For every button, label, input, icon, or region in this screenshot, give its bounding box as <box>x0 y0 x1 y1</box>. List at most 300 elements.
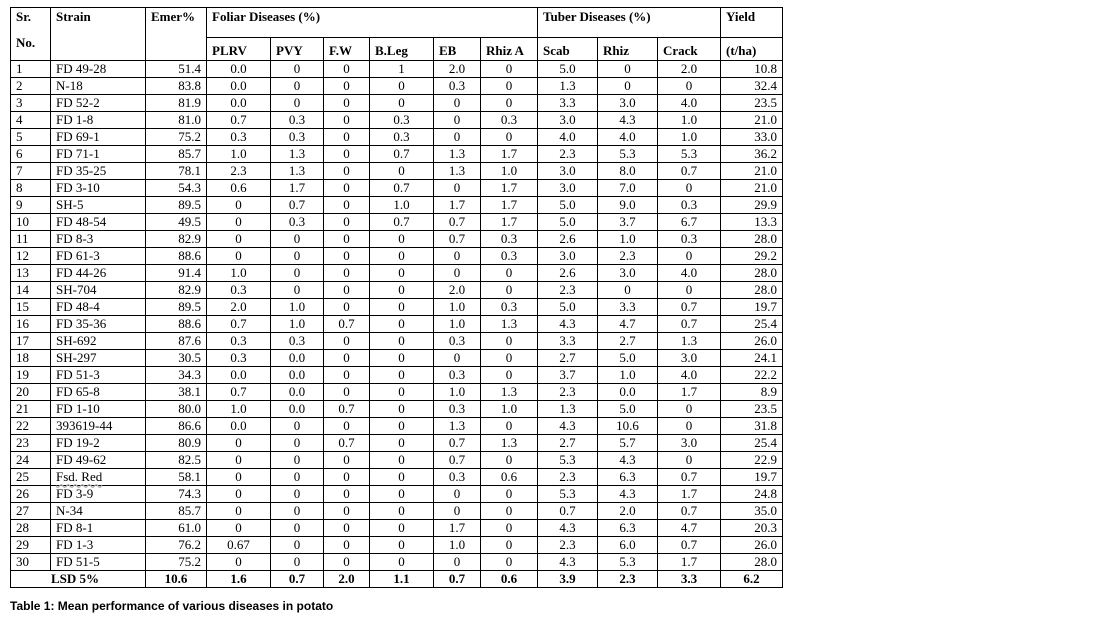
cell-emer: 88.6 <box>146 316 207 333</box>
cell-eb: 0.7 <box>434 214 481 231</box>
cell-pvy: 0.0 <box>271 350 324 367</box>
cell-scab: 4.3 <box>538 520 598 537</box>
cell-bleg: 0 <box>370 78 434 95</box>
cell-bleg: 0.3 <box>370 112 434 129</box>
cell-eb: 0 <box>434 554 481 571</box>
cell-yield: 22.2 <box>721 367 783 384</box>
cell-scab: 4.3 <box>538 316 598 333</box>
potato-disease-table <box>10 7 783 588</box>
cell-emer: 89.5 <box>146 197 207 214</box>
cell-fw: 0 <box>324 282 370 299</box>
cell-pvy: 0 <box>271 486 324 503</box>
cell-plrv: 1.0 <box>207 401 271 418</box>
lsd-value: 0.7 <box>434 571 481 588</box>
cell-bleg: 0 <box>370 163 434 180</box>
cell-fw: 0 <box>324 384 370 401</box>
lsd-value: 3.3 <box>658 571 721 588</box>
cell-eb: 2.0 <box>434 282 481 299</box>
cell-bleg: 0 <box>370 537 434 554</box>
lsd-value: 3.9 <box>538 571 598 588</box>
table-body <box>11 61 783 571</box>
cell-strain: SH-692 <box>51 333 146 350</box>
header-fw: F.W <box>324 38 370 61</box>
cell-rhiz-a: 0 <box>481 537 538 554</box>
cell-plrv: 0 <box>207 503 271 520</box>
cell-strain: FD 35-25 <box>51 163 146 180</box>
cell-bleg: 0 <box>370 367 434 384</box>
cell-yield: 19.7 <box>721 299 783 316</box>
strain-name: Fsd. Red <box>56 469 103 484</box>
cell-crack: 1.0 <box>658 112 721 129</box>
cell-emer: 88.6 <box>146 248 207 265</box>
header-pvy: PVY <box>271 38 324 61</box>
cell-yield: 21.0 <box>721 163 783 180</box>
cell-crack: 0.7 <box>658 503 721 520</box>
cell-plrv: 0.0 <box>207 78 271 95</box>
cell-rhiz: 6.0 <box>598 537 658 554</box>
cell-emer: 80.0 <box>146 401 207 418</box>
cell-plrv: 0 <box>207 520 271 537</box>
cell-emer: 86.6 <box>146 418 207 435</box>
cell-eb: 2.0 <box>434 61 481 78</box>
table-row <box>11 554 783 571</box>
cell-rhiz: 0.0 <box>598 384 658 401</box>
cell-eb: 1.0 <box>434 384 481 401</box>
cell-rhiz-a: 0 <box>481 95 538 112</box>
cell-crack: 2.0 <box>658 61 721 78</box>
cell-scab: 0.7 <box>538 503 598 520</box>
cell-rhiz: 2.7 <box>598 333 658 350</box>
cell-scab: 2.3 <box>538 282 598 299</box>
cell-strain: FD 35-36 <box>51 316 146 333</box>
cell-scab: 2.7 <box>538 350 598 367</box>
cell-fw: 0 <box>324 520 370 537</box>
cell-rhiz: 5.0 <box>598 401 658 418</box>
cell-plrv: 0.0 <box>207 418 271 435</box>
cell-rhiz: 4.3 <box>598 486 658 503</box>
cell-fw: 0 <box>324 265 370 282</box>
cell-bleg: 0 <box>370 418 434 435</box>
cell-yield: 26.0 <box>721 537 783 554</box>
cell-rhiz-a: 0 <box>481 520 538 537</box>
cell-rhiz-a: 0 <box>481 486 538 503</box>
cell-fw: 0 <box>324 554 370 571</box>
cell-emer: 82.9 <box>146 231 207 248</box>
cell-fw: 0 <box>324 537 370 554</box>
header-strain: Strain <box>51 8 146 61</box>
cell-plrv: 0 <box>207 214 271 231</box>
cell-emer: 34.3 <box>146 367 207 384</box>
cell-rhiz-a: 1.3 <box>481 384 538 401</box>
cell-pvy: 0.3 <box>271 214 324 231</box>
table-row <box>11 180 783 197</box>
cell-sr-no: 6 <box>11 146 51 163</box>
cell-rhiz: 3.0 <box>598 265 658 282</box>
lsd-value: 2.3 <box>598 571 658 588</box>
cell-eb: 0.3 <box>434 367 481 384</box>
cell-pvy: 0.7 <box>271 197 324 214</box>
cell-rhiz-a: 0 <box>481 265 538 282</box>
cell-scab: 3.0 <box>538 112 598 129</box>
cell-bleg: 0 <box>370 520 434 537</box>
cell-fw: 0 <box>324 231 370 248</box>
cell-fw: 0.7 <box>324 316 370 333</box>
cell-fw: 0 <box>324 129 370 146</box>
cell-eb: 0.3 <box>434 78 481 95</box>
cell-rhiz: 5.0 <box>598 350 658 367</box>
table-row <box>11 520 783 537</box>
cell-pvy: 1.3 <box>271 146 324 163</box>
cell-scab: 2.3 <box>538 146 598 163</box>
header-sr-line2: No. <box>16 35 36 50</box>
cell-scab: 5.0 <box>538 214 598 231</box>
cell-bleg: 0 <box>370 469 434 486</box>
cell-strain <box>51 469 146 486</box>
cell-rhiz-a: 0.3 <box>481 231 538 248</box>
cell-sr-no: 19 <box>11 367 51 384</box>
cell-emer: 54.3 <box>146 180 207 197</box>
cell-eb: 0 <box>434 265 481 282</box>
cell-scab: 5.0 <box>538 299 598 316</box>
cell-bleg: 0.7 <box>370 214 434 231</box>
cell-fw: 0 <box>324 299 370 316</box>
cell-yield: 28.0 <box>721 231 783 248</box>
lsd-value: 6.2 <box>721 571 783 588</box>
cell-pvy: 0 <box>271 503 324 520</box>
table-caption: Table 1: Mean performance of various diseases in potato <box>10 599 334 613</box>
cell-bleg: 1.0 <box>370 197 434 214</box>
cell-crack: 1.3 <box>658 333 721 350</box>
cell-sr-no: 17 <box>11 333 51 350</box>
cell-sr-no: 27 <box>11 503 51 520</box>
cell-yield: 23.5 <box>721 401 783 418</box>
cell-strain: FD 49-62 <box>51 452 146 469</box>
cell-eb: 0 <box>434 129 481 146</box>
cell-plrv: 1.0 <box>207 265 271 282</box>
table-row <box>11 333 783 350</box>
table-row <box>11 112 783 129</box>
cell-plrv: 0.7 <box>207 316 271 333</box>
cell-bleg: 0 <box>370 554 434 571</box>
cell-crack: 0 <box>658 78 721 95</box>
cell-plrv: 1.0 <box>207 146 271 163</box>
cell-eb: 0.3 <box>434 469 481 486</box>
cell-rhiz: 6.3 <box>598 469 658 486</box>
cell-emer: 74.3 <box>146 486 207 503</box>
cell-scab: 5.0 <box>538 197 598 214</box>
table-row <box>11 78 783 95</box>
cell-fw: 0 <box>324 486 370 503</box>
cell-rhiz: 0 <box>598 282 658 299</box>
header-sr-line1: Sr. <box>16 9 32 24</box>
cell-strain: FD 44-26 <box>51 265 146 282</box>
cell-bleg: 0 <box>370 282 434 299</box>
cell-pvy: 0.0 <box>271 384 324 401</box>
cell-scab: 2.6 <box>538 265 598 282</box>
cell-fw: 0 <box>324 112 370 129</box>
cell-bleg: 0.3 <box>370 129 434 146</box>
cell-rhiz: 0 <box>598 61 658 78</box>
table-row <box>11 367 783 384</box>
cell-emer: 75.2 <box>146 554 207 571</box>
cell-rhiz: 4.0 <box>598 129 658 146</box>
cell-rhiz-a: 0.3 <box>481 248 538 265</box>
cell-plrv: 0 <box>207 435 271 452</box>
cell-strain: FD 3-9 <box>51 486 146 503</box>
cell-emer: 82.5 <box>146 452 207 469</box>
cell-eb: 0.3 <box>434 401 481 418</box>
cell-crack: 0.3 <box>658 231 721 248</box>
cell-yield: 28.0 <box>721 282 783 299</box>
cell-pvy: 0.3 <box>271 112 324 129</box>
cell-crack: 3.0 <box>658 435 721 452</box>
cell-fw: 0 <box>324 350 370 367</box>
lsd-value: 2.0 <box>324 571 370 588</box>
lsd-value: 10.6 <box>146 571 207 588</box>
header-tuber-diseases: Tuber Diseases (%) <box>538 8 721 38</box>
cell-crack: 0 <box>658 401 721 418</box>
cell-pvy: 0.0 <box>271 367 324 384</box>
cell-sr-no: 5 <box>11 129 51 146</box>
cell-strain: FD 51-3 <box>51 367 146 384</box>
cell-strain: FD 48-54 <box>51 214 146 231</box>
cell-strain: FD 49-28 <box>51 61 146 78</box>
lsd-value: 0.6 <box>481 571 538 588</box>
cell-rhiz: 2.0 <box>598 503 658 520</box>
cell-plrv: 0 <box>207 486 271 503</box>
cell-rhiz-a: 1.7 <box>481 197 538 214</box>
cell-eb: 0 <box>434 350 481 367</box>
table-row <box>11 401 783 418</box>
cell-crack: 0.3 <box>658 197 721 214</box>
cell-scab: 3.0 <box>538 248 598 265</box>
cell-plrv: 0.3 <box>207 282 271 299</box>
cell-scab: 3.3 <box>538 333 598 350</box>
cell-scab: 5.3 <box>538 486 598 503</box>
cell-plrv: 0.0 <box>207 61 271 78</box>
cell-rhiz-a: 0 <box>481 282 538 299</box>
header-yield: Yield <box>721 8 783 38</box>
cell-yield: 33.0 <box>721 129 783 146</box>
cell-rhiz-a: 0 <box>481 554 538 571</box>
cell-rhiz-a: 1.7 <box>481 146 538 163</box>
cell-yield: 20.3 <box>721 520 783 537</box>
table-container <box>10 7 783 588</box>
cell-yield: 36.2 <box>721 146 783 163</box>
cell-yield: 29.9 <box>721 197 783 214</box>
cell-plrv: 0.3 <box>207 350 271 367</box>
cell-pvy: 1.0 <box>271 299 324 316</box>
cell-plrv: 0.6 <box>207 180 271 197</box>
cell-rhiz: 4.7 <box>598 316 658 333</box>
cell-fw: 0.7 <box>324 401 370 418</box>
cell-eb: 0.7 <box>434 435 481 452</box>
cell-rhiz-a: 0 <box>481 350 538 367</box>
cell-rhiz-a: 0 <box>481 418 538 435</box>
table-row <box>11 231 783 248</box>
cell-emer: 87.6 <box>146 333 207 350</box>
cell-rhiz-a: 1.3 <box>481 435 538 452</box>
cell-sr-no: 4 <box>11 112 51 129</box>
table-header <box>11 8 783 61</box>
cell-strain: FD 61-3 <box>51 248 146 265</box>
cell-eb: 0 <box>434 180 481 197</box>
table-footer <box>11 571 783 588</box>
cell-crack: 0.7 <box>658 469 721 486</box>
cell-rhiz-a: 0 <box>481 129 538 146</box>
cell-strain: SH-5 <box>51 197 146 214</box>
cell-strain: FD 71-1 <box>51 146 146 163</box>
cell-eb: 1.3 <box>434 418 481 435</box>
cell-bleg: 0 <box>370 435 434 452</box>
cell-fw: 0 <box>324 248 370 265</box>
cell-sr-no: 28 <box>11 520 51 537</box>
table-row <box>11 418 783 435</box>
cell-scab: 1.3 <box>538 401 598 418</box>
cell-rhiz: 9.0 <box>598 197 658 214</box>
cell-strain: FD 48-4 <box>51 299 146 316</box>
cell-sr-no: 24 <box>11 452 51 469</box>
cell-plrv: 0 <box>207 469 271 486</box>
cell-emer: 76.2 <box>146 537 207 554</box>
cell-scab: 2.3 <box>538 469 598 486</box>
cell-emer: 51.4 <box>146 61 207 78</box>
cell-sr-no: 3 <box>11 95 51 112</box>
cell-pvy: 0 <box>271 537 324 554</box>
cell-pvy: 0 <box>271 554 324 571</box>
cell-pvy: 0 <box>271 282 324 299</box>
cell-scab: 4.0 <box>538 129 598 146</box>
cell-pvy: 1.0 <box>271 316 324 333</box>
cell-plrv: 0.3 <box>207 129 271 146</box>
cell-plrv: 0 <box>207 231 271 248</box>
cell-rhiz: 6.3 <box>598 520 658 537</box>
header-sr-no <box>11 8 51 61</box>
table-row <box>11 299 783 316</box>
cell-crack: 4.0 <box>658 265 721 282</box>
cell-sr-no: 30 <box>11 554 51 571</box>
cell-strain: FD 19-2 <box>51 435 146 452</box>
cell-eb: 0 <box>434 248 481 265</box>
cell-eb: 1.3 <box>434 163 481 180</box>
cell-crack: 0 <box>658 248 721 265</box>
cell-scab: 3.0 <box>538 180 598 197</box>
cell-rhiz: 1.0 <box>598 231 658 248</box>
table-row <box>11 282 783 299</box>
cell-yield: 19.7 <box>721 469 783 486</box>
table-row <box>11 129 783 146</box>
cell-sr-no: 16 <box>11 316 51 333</box>
cell-sr-no: 15 <box>11 299 51 316</box>
cell-fw: 0 <box>324 503 370 520</box>
cell-crack: 0.7 <box>658 537 721 554</box>
cell-emer: 78.1 <box>146 163 207 180</box>
cell-sr-no: 23 <box>11 435 51 452</box>
header-rhiz: Rhiz <box>598 38 658 61</box>
cell-emer: 81.9 <box>146 95 207 112</box>
table-row <box>11 435 783 452</box>
cell-eb: 1.7 <box>434 520 481 537</box>
cell-sr-no: 26 <box>11 486 51 503</box>
cell-scab: 2.3 <box>538 537 598 554</box>
cell-scab: 5.0 <box>538 61 598 78</box>
lsd-value: 0.7 <box>271 571 324 588</box>
table-row <box>11 486 783 503</box>
table-row <box>11 197 783 214</box>
cell-rhiz-a: 0 <box>481 452 538 469</box>
cell-emer: 38.1 <box>146 384 207 401</box>
cell-crack: 0.7 <box>658 163 721 180</box>
cell-strain: FD 1-10 <box>51 401 146 418</box>
header-eb: EB <box>434 38 481 61</box>
cell-strain: SH-704 <box>51 282 146 299</box>
cell-yield: 23.5 <box>721 95 783 112</box>
cell-strain: N-18 <box>51 78 146 95</box>
cell-emer: 58.1 <box>146 469 207 486</box>
cell-crack: 4.7 <box>658 520 721 537</box>
cell-fw: 0 <box>324 214 370 231</box>
cell-rhiz: 5.3 <box>598 146 658 163</box>
cell-bleg: 0 <box>370 231 434 248</box>
cell-strain: FD 1-3 <box>51 537 146 554</box>
cell-bleg: 0 <box>370 486 434 503</box>
cell-bleg: 0 <box>370 333 434 350</box>
cell-bleg: 0.7 <box>370 146 434 163</box>
table-row <box>11 163 783 180</box>
header-emer: Emer% <box>146 8 207 61</box>
cell-rhiz-a: 1.7 <box>481 180 538 197</box>
cell-sr-no: 20 <box>11 384 51 401</box>
table-row <box>11 316 783 333</box>
cell-eb: 0 <box>434 112 481 129</box>
cell-emer: 61.0 <box>146 520 207 537</box>
cell-crack: 1.0 <box>658 129 721 146</box>
cell-strain: FD 52-2 <box>51 95 146 112</box>
cell-rhiz-a: 0 <box>481 61 538 78</box>
cell-sr-no: 2 <box>11 78 51 95</box>
cell-fw: 0 <box>324 95 370 112</box>
cell-eb: 1.7 <box>434 197 481 214</box>
cell-pvy: 0 <box>271 78 324 95</box>
cell-scab: 4.3 <box>538 418 598 435</box>
cell-yield: 13.3 <box>721 214 783 231</box>
cell-bleg: 0 <box>370 95 434 112</box>
cell-rhiz: 1.0 <box>598 367 658 384</box>
table-row <box>11 146 783 163</box>
cell-strain: N-34 <box>51 503 146 520</box>
cell-strain: FD 69-1 <box>51 129 146 146</box>
cell-rhiz-a: 0.3 <box>481 112 538 129</box>
cell-rhiz: 4.3 <box>598 112 658 129</box>
table-row <box>11 61 783 78</box>
cell-sr-no: 10 <box>11 214 51 231</box>
cell-pvy: 0 <box>271 231 324 248</box>
lsd-row <box>11 571 783 588</box>
cell-crack: 0 <box>658 282 721 299</box>
cell-fw: 0 <box>324 197 370 214</box>
lsd-value: 1.1 <box>370 571 434 588</box>
cell-fw: 0 <box>324 469 370 486</box>
cell-plrv: 0.3 <box>207 333 271 350</box>
cell-rhiz-a: 1.0 <box>481 401 538 418</box>
cell-rhiz-a: 0 <box>481 367 538 384</box>
cell-yield: 31.8 <box>721 418 783 435</box>
cell-sr-no: 7 <box>11 163 51 180</box>
cell-yield: 10.8 <box>721 61 783 78</box>
cell-emer: 75.2 <box>146 129 207 146</box>
cell-pvy: 0 <box>271 418 324 435</box>
cell-emer: 85.7 <box>146 503 207 520</box>
